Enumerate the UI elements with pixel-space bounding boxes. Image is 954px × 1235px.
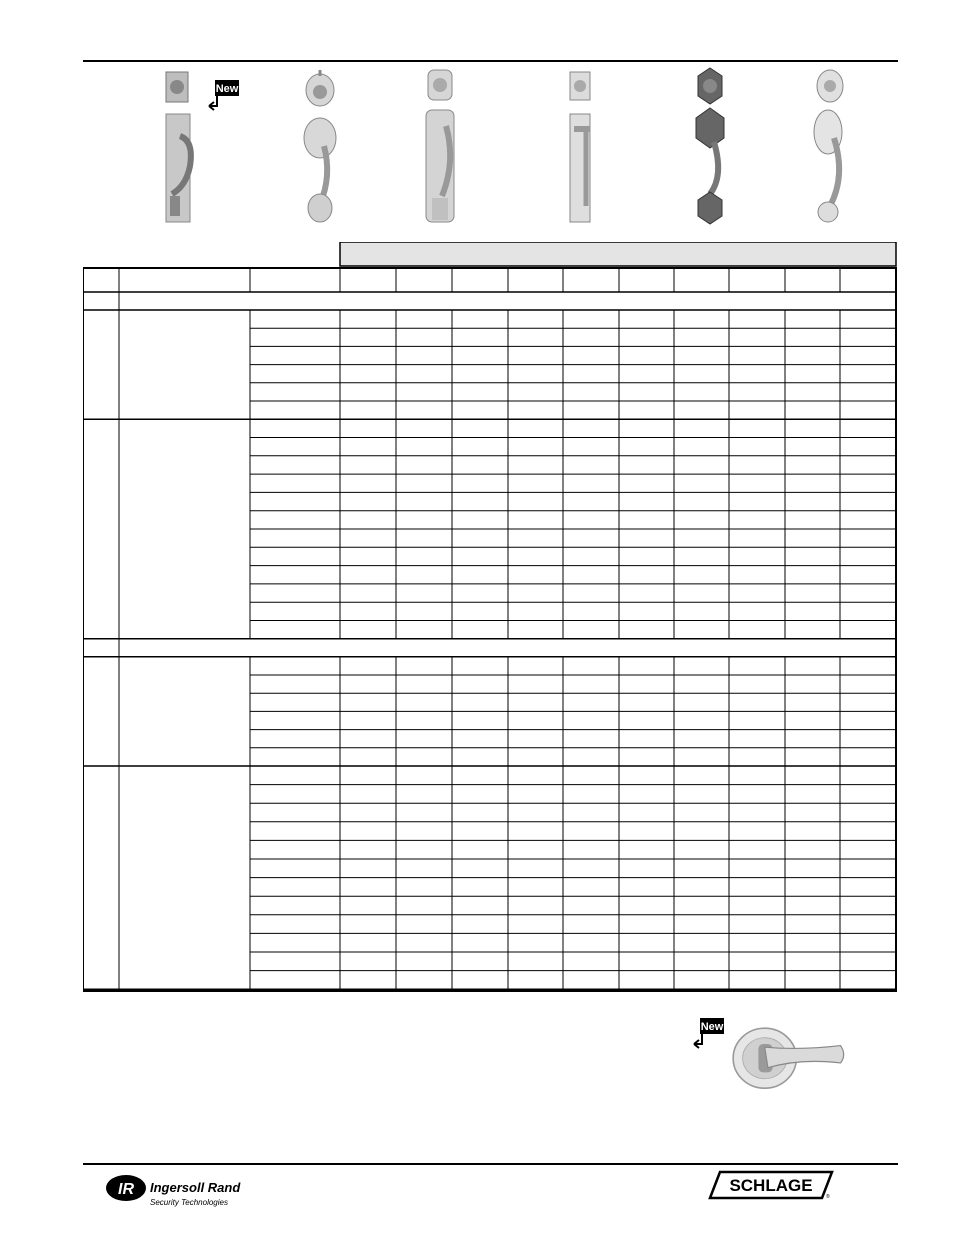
handleset-camelot-icon bbox=[410, 66, 470, 226]
lever-handle-icon bbox=[730, 1014, 880, 1104]
grid-lines bbox=[83, 268, 896, 991]
new-badge bbox=[207, 78, 243, 112]
handleset-century-icon bbox=[550, 66, 610, 226]
new-badge-text: New bbox=[215, 83, 239, 95]
bottom-rule bbox=[83, 1163, 898, 1165]
handleset-plymouth-icon bbox=[800, 66, 860, 226]
grid-border bbox=[83, 268, 896, 991]
svg-text:New: New bbox=[700, 1021, 724, 1033]
handleset-ornate-icon bbox=[290, 66, 350, 226]
ingersoll-rand-subtext: Security Technologies bbox=[150, 1198, 228, 1207]
schlage-logo bbox=[706, 1170, 836, 1200]
schlage-text: SCHLAGE bbox=[729, 1176, 813, 1195]
ingersoll-rand-text: Ingersoll Rand bbox=[150, 1180, 241, 1195]
specification-grid bbox=[83, 242, 898, 993]
svg-text:®: ® bbox=[826, 1194, 830, 1200]
top-rule bbox=[83, 60, 898, 62]
handleset-dark-ornate-icon bbox=[680, 66, 740, 226]
grid-header-band bbox=[340, 242, 896, 266]
ingersoll-rand-logo bbox=[104, 1170, 254, 1210]
new-badge-bottom bbox=[692, 1016, 728, 1050]
ir-mark: IR bbox=[118, 1181, 134, 1198]
